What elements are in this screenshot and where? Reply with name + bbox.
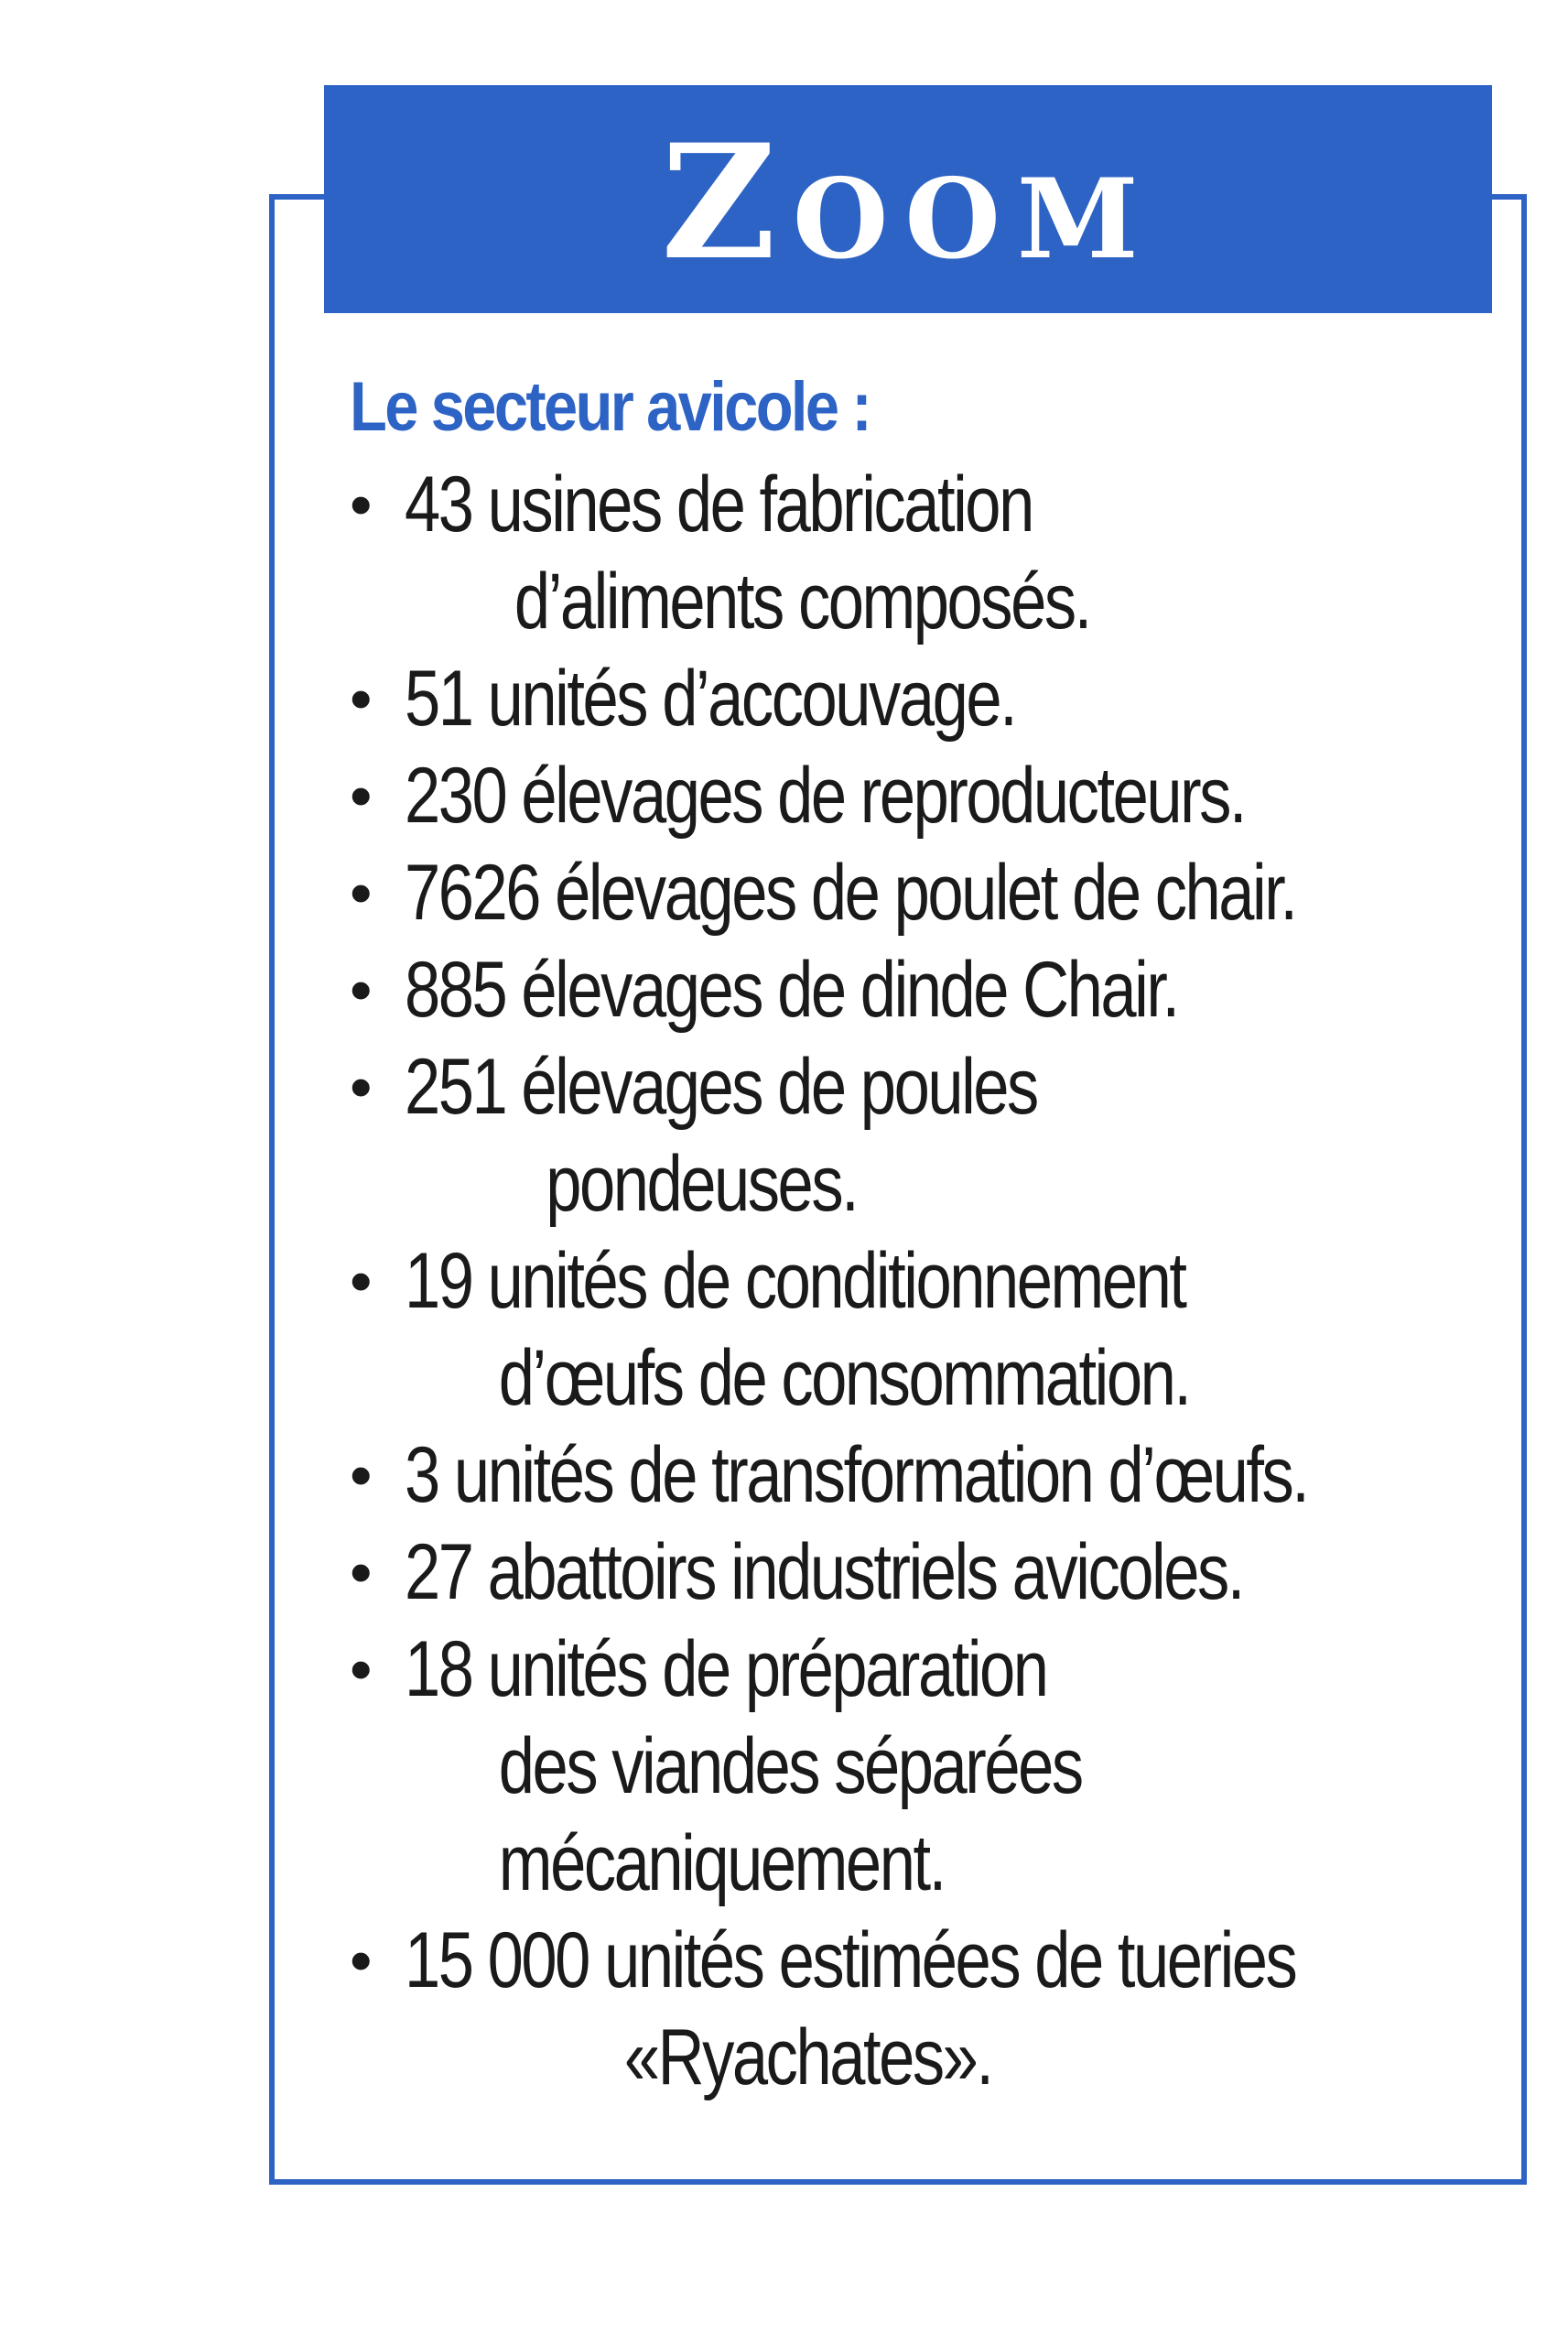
banner-title: Zoom xyxy=(661,108,1155,295)
list-item xyxy=(350,1524,1503,1621)
list-item-text: 230 élevages de reproducteurs. xyxy=(405,752,1246,840)
list-item-text: 885 élevages de dinde Chair. xyxy=(405,946,1178,1034)
list-item-text: 251 élevages de poules pondeuses. xyxy=(405,1043,1037,1228)
list-item-text: 43 usines de fabrication d’aliments composés. xyxy=(405,461,1090,646)
bullet-icon: • xyxy=(350,469,373,540)
infobox-content xyxy=(350,359,1503,2106)
list-item xyxy=(350,650,1503,747)
facts-list xyxy=(350,456,1503,2106)
list-item xyxy=(350,1621,1503,1912)
bullet-icon: • xyxy=(350,760,373,831)
list-item xyxy=(350,1232,1503,1427)
list-item-text: 27 abattoirs industriels avicoles. xyxy=(405,1528,1243,1616)
list-item xyxy=(350,1912,1503,2106)
list-item-text: 51 unités d’accouvage. xyxy=(405,655,1016,743)
bullet-icon: • xyxy=(350,1925,373,1996)
list-item xyxy=(350,844,1503,941)
list-item xyxy=(350,1038,1503,1232)
bullet-icon: • xyxy=(350,1051,373,1123)
bullet-icon: • xyxy=(350,1633,373,1705)
list-item-text: 3 unités de transformation d’œufs. xyxy=(405,1431,1308,1519)
bullet-icon: • xyxy=(350,1536,373,1608)
bullet-icon: • xyxy=(350,663,373,734)
list-item-text: 18 unités de préparation des viandes séparées mécaniquement. xyxy=(405,1625,1082,1907)
list-item-text: 7626 élevages de poulet de chair. xyxy=(405,849,1296,937)
list-item xyxy=(350,747,1503,844)
bullet-icon: • xyxy=(350,1245,373,1317)
list-item xyxy=(350,1427,1503,1524)
bullet-icon: • xyxy=(350,857,373,928)
section-heading: Le secteur avicole : xyxy=(350,368,870,446)
bullet-icon: • xyxy=(350,1439,373,1511)
list-item-text: 19 unités de conditionnement d’œufs de consommation. xyxy=(405,1237,1190,1422)
list-item xyxy=(350,941,1503,1038)
bullet-icon: • xyxy=(350,954,373,1026)
list-item xyxy=(350,456,1503,650)
zoom-banner xyxy=(324,85,1492,313)
list-item-text: 15 000 unités estimées de tueries «Ryachates». xyxy=(405,1916,1296,2101)
